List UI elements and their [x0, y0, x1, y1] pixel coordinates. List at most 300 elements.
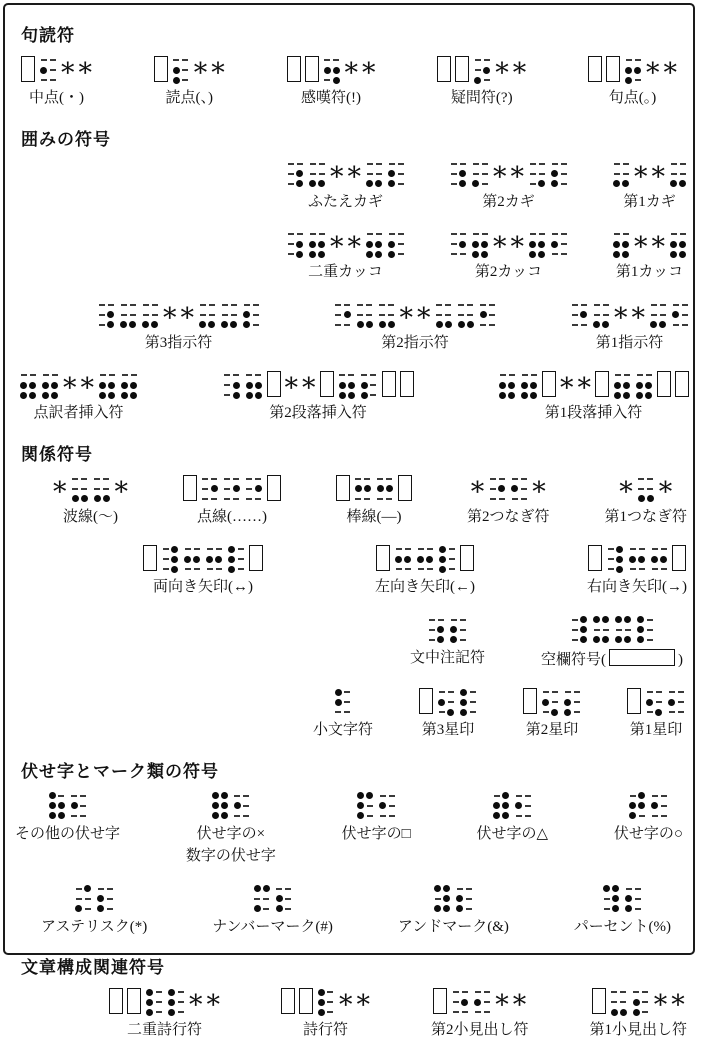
braille-dash: [43, 374, 49, 376]
symbol-row: [5, 883, 693, 938]
braille-dash: [222, 304, 228, 306]
braille-dash: [490, 488, 496, 490]
braille-cell: [514, 791, 532, 821]
asterisk-wildcard: *: [495, 990, 509, 1021]
braille-dot: [615, 636, 622, 643]
symbol-entry: [21, 54, 92, 109]
braille-dot: [339, 382, 346, 389]
braille-dot: [474, 999, 481, 1006]
braille-dash: [572, 629, 578, 631]
braille-dash: [482, 163, 488, 165]
braille-dash: [611, 991, 617, 993]
braille-dash: [499, 478, 505, 480]
blank-square-cell: [460, 545, 474, 571]
braille-dash: [41, 79, 47, 81]
braille-dash: [499, 498, 505, 500]
braille-dash: [460, 163, 466, 165]
braille-dash: [512, 498, 518, 500]
braille-cell: [334, 687, 352, 717]
braille-dash: [552, 691, 558, 693]
entry-label: [616, 263, 683, 283]
braille-cell: [97, 300, 115, 330]
entry-label: [145, 334, 213, 354]
braille-dot: [42, 382, 49, 389]
braille-dot: [99, 382, 106, 389]
entry-label: [587, 578, 687, 598]
braille-dash: [625, 629, 631, 631]
blank-square-cell: [267, 371, 281, 397]
braille-dash: [81, 478, 87, 480]
braille-dash: [30, 374, 36, 376]
braille-dash: [288, 173, 294, 175]
braille-dash: [288, 163, 294, 165]
asterisk-wildcard: *: [284, 373, 298, 404]
braille-dot: [612, 885, 619, 892]
braille-dot: [434, 905, 441, 912]
braille-dash: [594, 304, 600, 306]
braille-dot: [20, 392, 27, 399]
braille-cell: [286, 159, 304, 189]
braille-dash: [366, 304, 372, 306]
braille-sequence: [97, 299, 260, 334]
braille-cell: [669, 159, 687, 189]
braille-cell: [427, 615, 445, 645]
braille-cell: [356, 300, 374, 330]
symbol-row: [5, 543, 693, 598]
braille-cell: [41, 370, 59, 400]
braille-dot: [459, 241, 466, 248]
braille-cell: [635, 370, 653, 400]
braille-sequence: [334, 686, 352, 718]
braille-dash: [427, 568, 433, 570]
braille-dot: [121, 382, 128, 389]
symbol-entry: [186, 790, 276, 867]
braille-dash: [156, 1011, 162, 1013]
symbol-entry: [183, 473, 281, 528]
braille-dot: [184, 556, 191, 563]
braille-dash: [671, 173, 677, 175]
braille-dash: [156, 991, 162, 993]
braille-dash: [200, 304, 206, 306]
braille-sequence: [286, 158, 405, 193]
braille-dash: [451, 619, 457, 621]
braille-dash: [103, 478, 109, 480]
braille-dot: [276, 895, 283, 902]
braille-dot: [171, 566, 178, 573]
braille-dot: [530, 382, 537, 389]
entry-label: [451, 89, 513, 109]
asterisk-wildcard: *: [61, 58, 75, 89]
blank-square-cell: [419, 688, 433, 714]
braille-dash: [635, 79, 641, 81]
braille-dash: [678, 691, 684, 693]
braille-dash: [253, 324, 259, 326]
braille-dash: [335, 304, 341, 306]
braille-dot: [97, 895, 104, 902]
section-fuseji: [5, 757, 693, 938]
braille-dash: [103, 488, 109, 490]
blank-square-cell: [154, 56, 168, 82]
braille-dash: [276, 888, 282, 890]
braille-dash: [398, 173, 404, 175]
braille-cell: [471, 229, 489, 259]
asterisk-wildcard: *: [634, 161, 648, 193]
braille-dot: [120, 321, 127, 328]
asterisk-wildcard: *: [560, 373, 574, 404]
braille-dash: [163, 548, 169, 550]
braille-dash: [651, 314, 657, 316]
braille-dot: [228, 566, 235, 573]
braille-cell: [378, 300, 396, 330]
braille-dot: [386, 485, 393, 492]
braille-dash: [131, 374, 137, 376]
asterisk-wildcard: *: [634, 232, 648, 263]
braille-cell: [387, 229, 405, 259]
braille-sequence: [287, 54, 376, 89]
symbol-entry: [437, 54, 526, 109]
braille-dash: [182, 69, 188, 71]
entry-label: [482, 193, 535, 213]
braille-dash: [310, 233, 316, 235]
asterisk-wildcard: *: [53, 476, 67, 508]
entry-label: [301, 89, 361, 109]
braille-dot: [437, 636, 444, 643]
braille-dash: [458, 304, 464, 306]
braille-dot: [530, 392, 537, 399]
braille-sequence: [627, 686, 685, 718]
entry-label-text: 第1カギ: [623, 193, 676, 210]
braille-cell: [161, 544, 179, 574]
braille-dash: [231, 314, 237, 316]
braille-dot: [49, 802, 56, 809]
braille-dash: [460, 253, 466, 255]
braille-dot: [625, 905, 632, 912]
braille-dot: [211, 485, 218, 492]
symbol-row: [5, 473, 693, 528]
entry-label: [545, 404, 643, 424]
braille-dash: [522, 374, 528, 376]
braille-dot: [379, 321, 386, 328]
braille-dash: [285, 908, 291, 910]
braille-dot: [580, 626, 587, 633]
entry-label-text: アステリスク(*): [41, 918, 148, 935]
blank-square-cell: [299, 988, 313, 1014]
braille-dash: [357, 304, 363, 306]
braille-dash: [327, 1011, 333, 1013]
braille-dot: [129, 321, 136, 328]
braille-dot: [212, 792, 219, 799]
braille-dot: [450, 626, 457, 633]
braille-dash: [50, 79, 56, 81]
braille-dot: [472, 251, 479, 258]
braille-dash: [633, 991, 639, 993]
braille-dot: [521, 382, 528, 389]
entry-label-text: 両向き矢印(↔): [153, 579, 253, 595]
braille-cell: [211, 791, 229, 821]
symbol-entry: [15, 790, 120, 845]
symbol-entry: [612, 228, 687, 283]
braille-dash: [380, 815, 386, 817]
braille-dot: [51, 392, 58, 399]
braille-dot: [233, 382, 240, 389]
braille-dash: [615, 374, 621, 376]
braille-dash: [470, 691, 476, 693]
entry-label-text: 文中注記符: [409, 649, 485, 666]
braille-cell: [624, 884, 642, 914]
braille-dash: [521, 478, 527, 480]
braille-dot: [450, 636, 457, 643]
braille-dash: [445, 304, 451, 306]
braille-sequence: [143, 543, 263, 575]
entry-label: [29, 89, 84, 109]
braille-dash: [453, 991, 459, 993]
blank-square-cell: [21, 56, 35, 82]
braille-dash: [163, 568, 169, 570]
braille-dash: [21, 374, 27, 376]
asterisk-wildcard: *: [510, 161, 524, 193]
braille-dash: [470, 701, 476, 703]
entry-label-text: 感嘆符(!): [301, 90, 361, 106]
braille-dash: [376, 163, 382, 165]
braille-dash: [194, 548, 200, 550]
braille-cell: [242, 300, 260, 330]
braille-dash: [475, 69, 481, 71]
braille-dot: [551, 709, 558, 716]
braille-dot: [474, 77, 481, 84]
braille-dot: [638, 556, 645, 563]
braille-dot: [580, 636, 587, 643]
braille-dash: [72, 478, 78, 480]
braille-dot: [246, 392, 253, 399]
braille-dot: [388, 321, 395, 328]
asterisk-wildcard: *: [193, 58, 208, 89]
braille-cell: [96, 884, 114, 914]
braille-cell: [365, 159, 383, 189]
braille-cell: [387, 159, 405, 189]
braille-cell: [645, 687, 663, 717]
braille-dash: [243, 795, 249, 797]
braille-dash: [470, 711, 476, 713]
braille-dash: [635, 908, 641, 910]
entry-label-text: 第2小見出し符: [430, 1022, 529, 1038]
braille-cell: [612, 229, 630, 259]
symbol-row: [5, 614, 693, 671]
symbol-entry: [419, 686, 477, 741]
braille-cell: [119, 300, 137, 330]
braille-dash: [637, 374, 643, 376]
braille-sequence: [437, 54, 527, 89]
entry-label: [15, 825, 120, 845]
braille-dash: [574, 691, 580, 693]
braille-dot: [366, 241, 373, 248]
braille-cell: [649, 300, 667, 330]
braille-dash: [355, 498, 361, 500]
braille-dash: [94, 488, 100, 490]
braille-dot: [493, 812, 500, 819]
braille-dash: [319, 233, 325, 235]
braille-dot: [333, 77, 340, 84]
braille-dash: [552, 163, 558, 165]
braille-dash: [224, 374, 230, 376]
blank-square-cell: [382, 371, 396, 397]
braille-dot: [404, 556, 411, 563]
braille-dash: [297, 233, 303, 235]
braille-dash: [355, 478, 361, 480]
braille-dot: [499, 382, 506, 389]
braille-dash: [348, 374, 354, 376]
braille-dash: [509, 374, 515, 376]
braille-dash: [449, 568, 455, 570]
braille-dash: [58, 795, 64, 797]
braille-dash: [451, 163, 457, 165]
braille-sequence: [612, 158, 687, 193]
symbol-entry: [53, 473, 128, 528]
blank-square-cell: [267, 475, 281, 501]
braille-sequence: [286, 228, 405, 263]
braille-dash: [288, 183, 294, 185]
entry-label-text: 左向き矢印(←): [375, 579, 475, 595]
entry-label-text: 第3星印: [421, 722, 475, 738]
braille-dash: [143, 314, 149, 316]
braille-dash: [71, 815, 77, 817]
asterisk-wildcard: *: [577, 373, 591, 404]
braille-dash: [310, 163, 316, 165]
entry-label-text: 伏せ字の□: [341, 825, 411, 842]
braille-dash: [80, 815, 86, 817]
braille-dot: [679, 241, 686, 248]
entry-label: [422, 721, 475, 741]
braille-dot: [508, 392, 515, 399]
entry-label-text: 二重詩行符: [126, 1022, 202, 1038]
braille-dash: [376, 233, 382, 235]
braille-dash: [178, 991, 184, 993]
entry-label-text: 第2指示符: [381, 334, 449, 351]
braille-dash: [594, 629, 600, 631]
braille-sequence: [588, 543, 686, 575]
entry-label-text: 波線(〜): [63, 508, 118, 525]
braille-dash: [246, 478, 252, 480]
braille-dash: [367, 163, 373, 165]
braille-dot: [612, 905, 619, 912]
braille-dash: [152, 314, 158, 316]
braille-dash: [357, 314, 363, 316]
braille-cell: [356, 791, 374, 821]
braille-dash: [344, 691, 350, 693]
braille-dash: [639, 568, 645, 570]
braille-dot: [243, 311, 250, 318]
entry-label-text: 右向き矢印(→): [587, 579, 687, 595]
braille-dash: [41, 59, 47, 61]
braille-cell: [636, 615, 654, 645]
braille-dash: [572, 324, 578, 326]
braille-cell: [455, 884, 473, 914]
braille-dash: [490, 478, 496, 480]
braille-dash: [335, 314, 341, 316]
braille-dash: [552, 233, 558, 235]
braille-dash: [678, 711, 684, 713]
braille-dash: [489, 314, 495, 316]
braille-dot: [108, 382, 115, 389]
braille-dash: [671, 163, 677, 165]
braille-dot: [193, 556, 200, 563]
braille-dash: [626, 59, 632, 61]
braille-sequence: [498, 369, 689, 404]
braille-dash: [574, 701, 580, 703]
blank-square-cell: [143, 545, 157, 571]
braille-dash: [482, 183, 488, 185]
braille-dash: [107, 908, 113, 910]
entry-label-text: 点線(……): [196, 508, 267, 525]
braille-dot: [633, 1009, 640, 1016]
entry-label-text: ふたえカギ: [307, 193, 383, 210]
asterisk-wildcard: *: [211, 58, 225, 89]
braille-dash: [473, 173, 479, 175]
braille-dot: [646, 699, 653, 706]
braille-dash: [460, 639, 466, 641]
braille-dot: [551, 170, 558, 177]
braille-dot: [580, 616, 587, 623]
braille-dot: [629, 556, 636, 563]
braille-dot: [130, 382, 137, 389]
braille-dot: [623, 392, 630, 399]
blank-square-cell: [588, 545, 602, 571]
blank-square-cell: [281, 988, 295, 1014]
braille-cell: [632, 987, 650, 1017]
braille-cell: [669, 229, 687, 259]
braille-dash: [52, 374, 58, 376]
braille-sequence: [334, 299, 497, 334]
braille-dash: [109, 374, 115, 376]
blank-square-cell: [109, 988, 123, 1014]
braille-dot: [243, 321, 250, 328]
braille-dot: [625, 67, 632, 74]
braille-dash: [121, 314, 127, 316]
braille-dash: [327, 1001, 333, 1003]
braille-dash: [460, 629, 466, 631]
braille-dash: [398, 243, 404, 245]
braille-dash: [603, 304, 609, 306]
braille-dash: [484, 991, 490, 993]
braille-dash: [72, 488, 78, 490]
section-kudoku: [5, 21, 693, 109]
braille-dash: [254, 898, 260, 900]
braille-dot: [456, 905, 463, 912]
braille-dot: [613, 241, 620, 248]
braille-dash: [173, 59, 179, 61]
braille-dash: [473, 163, 479, 165]
braille-dash: [516, 795, 522, 797]
braille-dash: [209, 314, 215, 316]
braille-cell: [671, 300, 689, 330]
braille-sequence: [602, 883, 642, 915]
braille-dash: [449, 558, 455, 560]
entry-label: [375, 578, 475, 598]
braille-dot: [460, 709, 467, 716]
braille-sequence: [523, 686, 581, 718]
braille-dash: [572, 304, 578, 306]
braille-dash: [521, 498, 527, 500]
braille-dash: [661, 805, 667, 807]
braille-dash: [484, 1011, 490, 1013]
braille-dot: [636, 392, 643, 399]
braille-dash: [630, 548, 636, 550]
braille-dash: [398, 253, 404, 255]
braille-dot: [335, 689, 342, 696]
braille-dot: [388, 180, 395, 187]
braille-dash: [182, 59, 188, 61]
braille-dot: [71, 802, 78, 809]
braille-sequence: [619, 473, 673, 508]
